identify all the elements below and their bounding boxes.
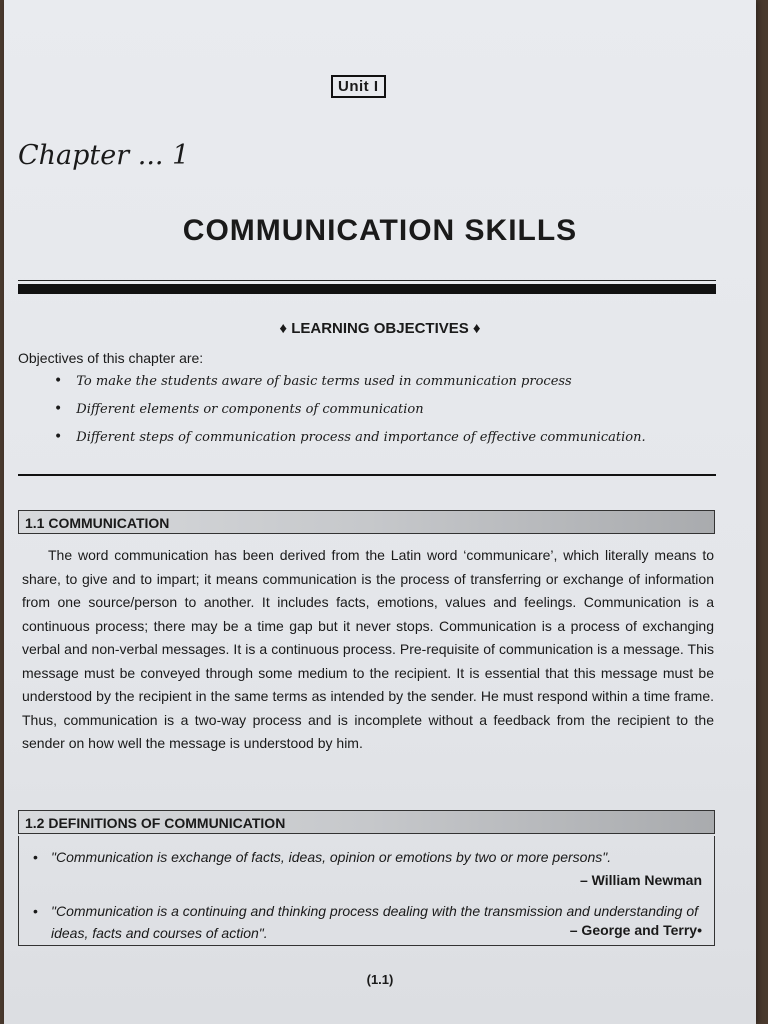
book-page bbox=[4, 0, 756, 1024]
objective-item: • To make the students aware of basic terms used in communication process bbox=[54, 373, 646, 401]
unit-label: Unit I bbox=[331, 75, 386, 98]
section-heading-communication: 1.1 COMMUNICATION bbox=[18, 510, 715, 534]
bullet-icon: • bbox=[33, 849, 38, 865]
learning-objectives-heading: ♦ LEARNING OBJECTIVES ♦ bbox=[279, 320, 481, 337]
definition-quote: • "Communication is exchange of facts, ideas, opinion or emotions by two or more persons". bbox=[33, 846, 703, 868]
divider bbox=[18, 474, 716, 476]
section-heading-definitions: 1.2 DEFINITIONS OF COMMUNICATION bbox=[18, 810, 715, 834]
definitions-box bbox=[18, 836, 715, 946]
chapter-title: COMMUNICATION SKILLS bbox=[182, 214, 578, 247]
chapter-label: Chapter ... 1 bbox=[18, 140, 190, 171]
page-number: (1.1) bbox=[366, 972, 394, 987]
objectives-list bbox=[54, 373, 646, 457]
objective-item: • Different elements or components of communication bbox=[54, 401, 646, 429]
definition-author: – William Newman bbox=[579, 872, 702, 888]
section-paragraph: The word communication has been derived from the Latin word ‘communicare’, which literally means to share, to give and to impart; it means communication is the process of transferring or exchange of information from one source/person to another. It includes facts, emotions, values and feelings. Communication is a continuous process; there may be a time gap but it never stops. Communication is a process of exchanging verbal and non-verbal messages. It is a continuous process. Pre-requisite of communication is a message. This message must be conveyed through some medium to the recipient. It is essential that this message must be understood by the recipient in the same terms as intended by the sender. He must respond within a time frame. Thus, communication is a two-way process and is incomplete without a feedback from the recipient to the sender on how well the message is understood by him. bbox=[22, 547, 714, 751]
objective-item: • Different steps of communication process and importance of effective communication. bbox=[54, 429, 646, 457]
divider bbox=[18, 280, 716, 281]
definition-author: – George and Terry• bbox=[569, 922, 702, 938]
objectives-intro: Objectives of this chapter are: bbox=[18, 350, 204, 366]
bullet-icon: • bbox=[33, 903, 38, 919]
definition-quote: • "Communication is a continuing and thinking process dealing with the transmission and understanding of ideas, facts and courses of action". bbox=[33, 900, 703, 944]
divider-thick bbox=[18, 284, 716, 294]
